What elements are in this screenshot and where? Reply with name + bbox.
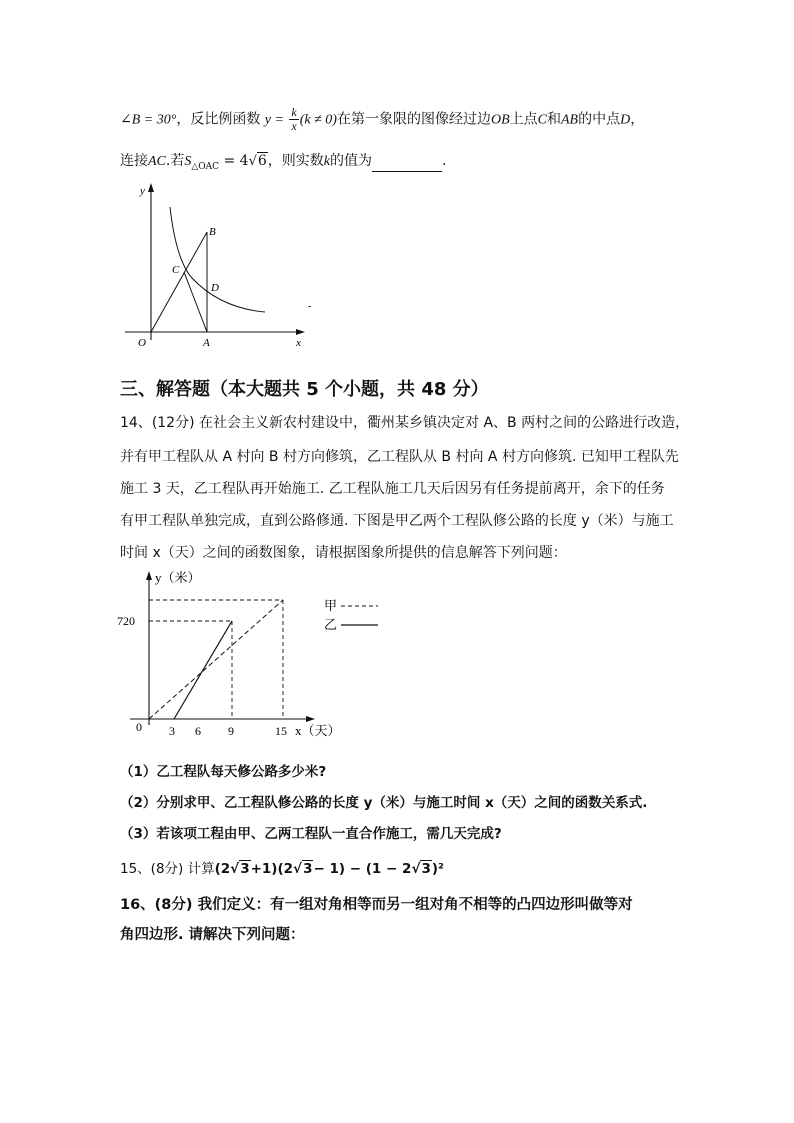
x-axis-arrow	[306, 716, 315, 722]
q16-line: 角四边形. 请解决下列问题：	[120, 927, 305, 943]
svg-text:3: 3	[169, 724, 175, 738]
svg-text:甲: 甲	[324, 598, 338, 613]
x-axis-arrow	[296, 329, 305, 335]
q14-part-2: （2）分别求甲、乙工程队修公路的长度 y（米）与施工时间 x（天）之间的函数关系式.	[120, 795, 648, 811]
q13-figure	[110, 180, 330, 355]
q14-line: 时间 x（天）之间的函数图象，请根据图象所提供的信息解答下列问题：	[120, 545, 567, 561]
q13-line1: ∠B = 30°，反比例函数 y = $\frac{k}{x}$ (k ≠ 0)在第一象限的图像经过边OB上点C和AB的中点D，	[120, 105, 645, 133]
svg-text:x: x	[296, 337, 301, 349]
line-jia	[149, 600, 283, 719]
svg-text:y（米）: y（米）	[155, 570, 201, 585]
svg-text:x（天）: x（天）	[295, 723, 341, 738]
svg-text:乙: 乙	[324, 617, 338, 632]
y-axis-arrow	[146, 571, 152, 580]
svg-text:-: -	[308, 301, 312, 312]
q14-part-1: （1）乙工程队每天修公路多少米?	[120, 764, 327, 780]
hyperbola-curve	[170, 207, 265, 312]
q15-line: 15、(8分) 计算(2√3+1)(2√3− 1) − (1 − 2√3)²	[120, 861, 444, 877]
y-axis-arrow	[148, 183, 154, 192]
q13-line2: 连接AC.若$S_{\triangle OAC} = 4√6$，则实数k的值为 .	[120, 153, 447, 172]
svg-text:6: 6	[195, 724, 201, 738]
q14-graph	[110, 565, 390, 750]
segment-ob	[151, 232, 207, 332]
svg-text:0: 0	[136, 720, 142, 734]
answer-blank	[372, 157, 442, 172]
q14-line: 有甲工程队单独完成，直到公路修通. 下图是甲乙两个工程队修公路的长度 y（米）与施工	[120, 513, 674, 529]
q14-part-3: （3）若该项工程由甲、乙两工程队一直合作施工，需几天完成?	[120, 826, 502, 842]
svg-text:A: A	[203, 337, 210, 349]
q14-line: 并有甲工程队从 A 村向 B 村方向修筑，乙工程队从 B 村向 A 村方向修筑. 已知甲工程队先	[120, 449, 679, 465]
svg-text:O: O	[138, 337, 146, 349]
svg-text:B: B	[209, 226, 216, 238]
section-title: 三、解答题（本大题共 5 个小题，共 48 分）	[120, 379, 489, 400]
svg-text:C: C	[172, 264, 180, 276]
q16-line: 16、(8分) 我们定义：有一组对角相等而另一组对角不相等的凸四边形叫做等对	[120, 897, 633, 913]
svg-text:15: 15	[275, 724, 287, 738]
q14-line: 14、(12分) 在社会主义新农村建设中，衢州某乡镇决定对 A、B 两村之间的公路进行改造，	[120, 415, 690, 431]
svg-text:720: 720	[117, 614, 135, 628]
svg-text:D: D	[211, 282, 219, 294]
svg-text:9: 9	[228, 724, 234, 738]
q14-line: 施工 3 天，乙工程队再开始施工. 乙工程队施工几天后因另有任务提前离开，余下的任务	[120, 481, 665, 497]
svg-text:y: y	[140, 185, 145, 197]
line-yi	[174, 621, 232, 719]
fraction-k-over-x: $\frac{k}{x}$	[291, 105, 297, 133]
